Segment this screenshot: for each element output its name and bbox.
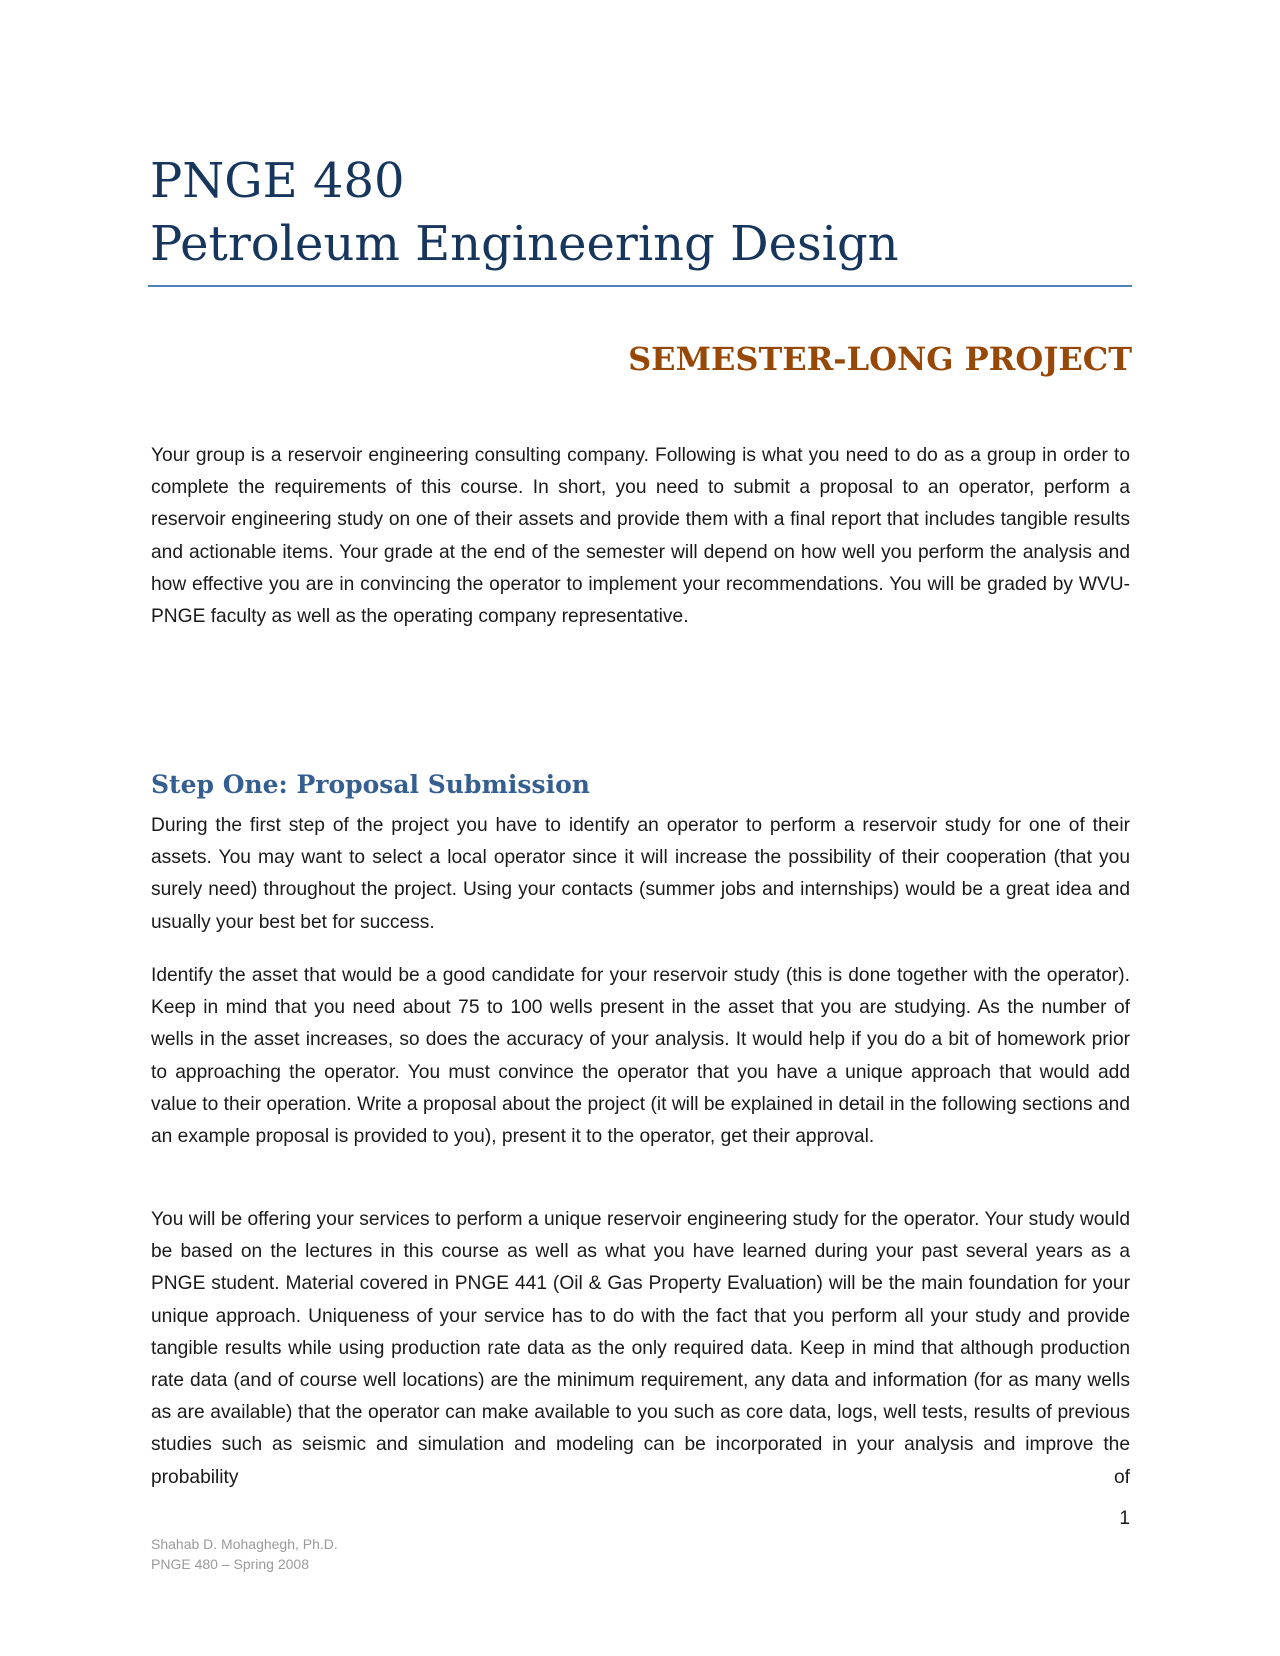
step-one-paragraph-3: You will be offering your services to perform a unique reservoir engineering study for the operator. Your study would be based on the lectures in this course as well as what you have learned during your past several years as a PNGE student. Material covered in PNGE 441 (Oil & Gas Property Evaluation) will be the main foundation for your unique approach. Uniqueness of your service has to do with the fact that you perform all your study and provide tangible results while using production rate data as the only required data. Keep in mind that although production rate data (and of course well locations) are the minimum requirement, any data and information (for as many wells as are available) that the operator can make available to you such as core data, logs, well tests, results of previous studies such as seismic and simulation and modeling can be incorporated in your analysis and improve the probability of [151, 1209, 1130, 1488]
step-one-heading: Step One: Proposal Submission [151, 770, 590, 799]
intro-paragraph: Your group is a reservoir engineering consulting company. Following is what you need to do as a group in order to complete the requirements of this course. In short, you need to submit a proposal to an operator, perform a reservoir engineering study on one of their assets and provide them with a final report that includes tangible results and actionable items. Your grade at the end of the semester will depend on how well you perform the analysis and how effective you are in convincing the operator to implement your recommendations. You will be graded by WVU-PNGE faculty as well as the operating company representative. [151, 445, 1130, 628]
step-one-paragraph-2: Identify the asset that would be a good candidate for your reservoir study (this is done together with the operator). Keep in mind that you need about 75 to 100 wells present in the asset that you are studying. As the number of wells in the asset increases, so does the accuracy of your analysis. It would help if you do a bit of homework prior to approaching the operator. You must convince the operator that you have a unique approach that would add value to their operation. Write a proposal about the project (it will be explained in detail in the following sections and an example proposal is provided to you), present it to the operator, get their approval. [151, 965, 1130, 1148]
title-divider [148, 285, 1132, 287]
document-title [150, 150, 1130, 276]
step-one-paragraph-1: During the first step of the project you have to identify an operator to perform a reservoir study for one of their assets. You may want to select a local operator since it will increase the possibility of their cooperation (that you surely need) throughout the project. Using your contacts (summer jobs and internships) would be a great idea and usually your best bet for success. [151, 815, 1130, 933]
course-title: Petroleum Engineering Design [150, 216, 899, 272]
footer-course-term: PNGE 480 – Spring 2008 [151, 1556, 309, 1572]
page-number: 1 [1119, 1508, 1130, 1529]
page-footer [151, 1534, 338, 1574]
footer-author: Shahab D. Mohaghegh, Ph.D. [151, 1536, 338, 1552]
project-subtitle: SEMESTER-LONG PROJECT [628, 340, 1132, 378]
course-code: PNGE 480 [150, 153, 405, 209]
